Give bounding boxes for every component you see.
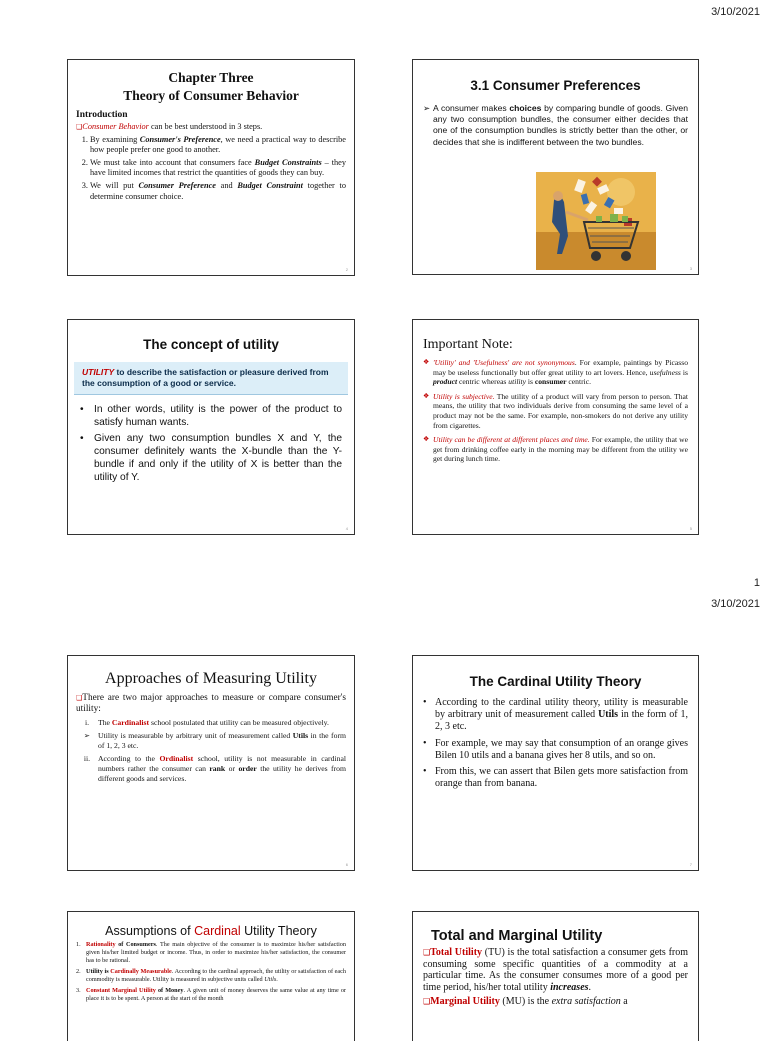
- note-item: ❖ Utility is subjective. The utility of a product will vary from person to person. That means, the utility that two individuals derive from consuming the same level of a product may not be the same. For example, non-smokers do not derive any utility from cigarettes.: [423, 391, 688, 430]
- slide-number: 5: [689, 526, 692, 531]
- intro-lead: ❑Consumer Behavior can be best understood in 3 steps.: [76, 122, 263, 131]
- square-bullet-icon: ❑: [423, 948, 431, 957]
- slide-concept-of-utility: [67, 319, 355, 535]
- slide-approaches-measuring-utility: [67, 655, 355, 871]
- slide-important-note: [412, 319, 699, 535]
- list-item: ❑Marginal Utility (MU) is the extra satisfaction a: [423, 996, 628, 1008]
- slide-assumptions-cardinal: [67, 911, 355, 1041]
- slide-number: 6: [345, 862, 348, 867]
- list-item: ➢ Utility is measurable by arbitrary unit of measurement called Utils in the form of 1, 2, 3 etc.: [76, 731, 346, 751]
- list-item: ❑Total Utility (TU) is the total satisfaction a consumer gets from consuming some specific quantities of a commodity at a particular time. As the consumer consumes more of a good per time period, his/her total utility increases.: [423, 947, 689, 993]
- slide-title-line1: Chapter Three: [168, 70, 254, 85]
- slide-number: 7: [689, 862, 692, 867]
- list-item: 2. Utility is Cardinally Measurable. According to the cardinal approach, the utility or satisfaction of each commodity is measurable. Utility is measured in subjective units called Utils.: [76, 968, 347, 983]
- list-item: i. The Cardinalist school postulated that utility can be measured objectively.: [84, 718, 329, 727]
- list-item: 1. Rationality of Consumers. The main objective of the consumer is to maximize his/her satisfaction given his/her limited budget or income. Thus, in order to maximize his/her satisfaction, the consumer has to be rational.: [76, 941, 346, 964]
- slide-title: Approaches of Measuring Utility: [105, 670, 317, 687]
- diamond-bullet-icon: ❖: [423, 435, 430, 444]
- approaches-lead: ❑There are two major approaches to measure or compare consumer's utility:: [76, 693, 346, 714]
- list-item: 1. By examining Consumer's Preference, we need a practical way to describe how people prefer one good to another.: [90, 135, 346, 156]
- slide-title: The Cardinal Utility Theory: [469, 674, 642, 689]
- note-item: ❖ Utility can be different at different places and time. For example, the utility that we get from drinking coffee early in the morning may be different from the utility we get during lunch time.: [423, 435, 688, 464]
- list-item: • In other words, utility is the power of the product to satisfy human wants.: [80, 404, 342, 428]
- date-top: 3/10/2021: [711, 6, 760, 18]
- page-number: 1: [753, 577, 760, 589]
- list-item: • Given any two consumption bundles X and Y, the consumer definitely wants the X-bundle than the Y-bundle if and only if the utility of X is better than the utility of Y.: [80, 433, 342, 483]
- slide-chapter-three: [67, 59, 355, 276]
- slide-total-marginal-utility: [412, 911, 699, 1041]
- intro-heading: Introduction: [76, 110, 128, 120]
- slide-title: Important Note:: [423, 337, 513, 352]
- cardinal-bullets: [423, 697, 688, 790]
- square-bullet-icon: ❑: [76, 694, 83, 702]
- diamond-bullet-icon: ❖: [423, 391, 430, 400]
- shopping-cart-illustration: [536, 172, 656, 270]
- list-item: ii. According to the Ordinalist school, utility is not measurable in cardinal numbers rather the consumer can rank or order the utility he derives from different goods and services.: [83, 754, 346, 783]
- slide-title: The concept of utility: [143, 337, 279, 352]
- list-item: • According to the cardinal utility theory, utility is measurable by arbitrary unit of measurement called Utils in the form of 1, 2, 3 etc.: [423, 697, 688, 733]
- slide-number: 3: [689, 266, 692, 271]
- slide-title: Total and Marginal Utility: [431, 928, 603, 944]
- slide-title: Assumptions of Cardinal Utility Theory: [105, 924, 317, 938]
- date-bottom: 3/10/2021: [711, 598, 760, 610]
- steps-list: [76, 135, 346, 203]
- slide-consumer-preferences: [412, 59, 699, 275]
- diamond-bullet-icon: ❖: [423, 358, 430, 366]
- list-item: 3. We will put Consumer Preference and Budget Constraint together to determine consumer choice.: [90, 181, 346, 202]
- utility-bullets: [80, 403, 342, 484]
- note-item: ❖ 'Utility' and 'Usefulness' are not synonymous. For example, paintings by Picasso may be useless functionally but offer great utility to art lovers. Hence, usefulness is product centric whereas utility is consumer centric.: [423, 358, 688, 387]
- arrow-bullet-icon: ➢: [83, 731, 91, 740]
- preferences-paragraph: ➢ A consumer makes choices by comparing bundle of goods. Given any two consumption bundles, the consumer either decides that one of the consumption bundles is strictly better than the other, or decides that she is indifferent between the two bundles.: [423, 103, 688, 147]
- list-item: 3. Constant Marginal Utility of Money. A given unit of money deserves the same value at any time or place it is to be spent. A person at the start of the month: [76, 987, 346, 1002]
- list-item: • From this, we can assert that Bilen gets more satisfaction from orange than from banana.: [423, 766, 688, 790]
- square-bullet-icon: ❑: [76, 123, 83, 131]
- arrow-bullet-icon: ➢: [423, 103, 431, 113]
- list-item: • For example, we may say that consumption of an orange gives Bilen 10 utils and a banana gives her 8 utils, and so on.: [423, 737, 688, 761]
- utility-definition-box: UTILITY to describe the satisfaction or pleasure derived from the consumption of a good or service.: [74, 362, 348, 395]
- slide-number: 2: [345, 267, 348, 272]
- slide-title: 3.1 Consumer Preferences: [470, 78, 641, 93]
- slide-title-line2: Theory of Consumer Behavior: [123, 88, 299, 103]
- slide-cardinal-utility-theory: [412, 655, 699, 871]
- list-item: 2. We must take into account that consumers face Budget Constraints – they have limited incomes that restrict the quantities of goods they can buy.: [90, 158, 346, 179]
- square-bullet-icon: ❑: [423, 997, 431, 1007]
- slide-number: 4: [345, 526, 348, 531]
